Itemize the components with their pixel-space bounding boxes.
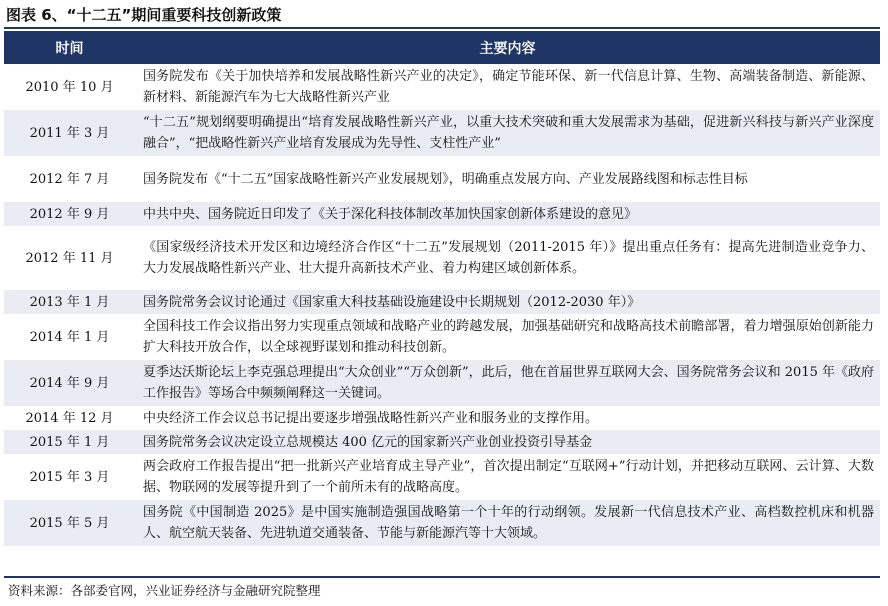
row-content: 国务院常务会议决定设立总规模达 400 亿元的国家新兴产业创业投资引导基金	[135, 430, 880, 454]
table-row	[4, 406, 880, 430]
row-content: 夏季达沃斯论坛上李克强总理提出“大众创业”“万众创新”，此后，他在首届世界互联网大会、国务院常务会议和 2015 年《政府工作报告》等场合中频频阐释这一关键词。	[135, 360, 880, 406]
row-time: 2012 年 9 月	[4, 202, 135, 226]
row-content: 国务院发布《“十二五”国家战略性新兴产业发展规划》，明确重点发展方向、产业发展路线图和标志性目标	[135, 156, 880, 202]
row-time: 2010 年 10 月	[4, 64, 135, 110]
header-content: 主要内容	[135, 31, 880, 64]
table-row	[4, 202, 880, 226]
table-row	[4, 430, 880, 454]
table-row	[4, 226, 880, 290]
bottom-rule	[4, 576, 880, 578]
row-time: 2014 年 9 月	[4, 360, 135, 406]
row-time: 2011 年 3 月	[4, 110, 135, 156]
row-time: 2015 年 5 月	[4, 500, 135, 546]
row-time: 2013 年 1 月	[4, 290, 135, 314]
row-time: 2015 年 1 月	[4, 430, 135, 454]
row-time: 2014 年 12 月	[4, 406, 135, 430]
row-content: 两会政府工作报告提出“把一批新兴产业培育成主导产业”，首次提出制定“互联网+”行动计划，并把移动互联网、云计算、大数据、物联网的发展等提升到了一个前所未有的战略高度。	[135, 454, 880, 500]
row-content: 国务院发布《关于加快培养和发展战略性新兴产业的决定》，确定节能环保、新一代信息计算、生物、高端装备制造、新能源、新材料、新能源汽车为七大战略性新兴产业	[135, 64, 880, 110]
row-content: 中共中央、国务院近日印发了《关于深化科技体制改革加快国家创新体系建设的意见》	[135, 202, 880, 226]
header-time: 时间	[4, 31, 135, 64]
table-row	[4, 110, 880, 156]
table-body	[4, 64, 880, 546]
policy-table	[4, 31, 880, 546]
table-row	[4, 500, 880, 546]
table-row	[4, 64, 880, 110]
figure-title: 图表 6、“十二五”期间重要科技创新政策	[6, 6, 282, 24]
table-row	[4, 454, 880, 500]
table-row	[4, 360, 880, 406]
row-content: 国务院常务会议讨论通过《国家重大科技基础设施建设中长期规划（2012-2030 年）》	[135, 290, 880, 314]
row-content: 全国科技工作会议指出努力实现重点领域和战略产业的跨越发展，加强基础研究和战略高技术前瞻部署，着力增强原始创新能力扩大科技开放合作，以全球视野谋划和推动科技创新。	[135, 314, 880, 360]
top-rule	[4, 27, 880, 29]
table-row	[4, 156, 880, 202]
row-content: “十二五”规划纲要明确提出“培育发展战略性新兴产业，以重大技术突破和重大发展需求为基础，促进新兴科技与新兴产业深度融合”，“把战略性新兴产业培育发展成为先导性、支柱性产业”	[135, 110, 880, 156]
row-time: 2014 年 1 月	[4, 314, 135, 360]
table-row	[4, 290, 880, 314]
row-content: 中央经济工作会议总书记提出要逐步增强战略性新兴产业和服务业的支撑作用。	[135, 406, 880, 430]
row-time: 2015 年 3 月	[4, 454, 135, 500]
row-time: 2012 年 7 月	[4, 156, 135, 202]
table-row	[4, 314, 880, 360]
row-time: 2012 年 11 月	[4, 226, 135, 290]
row-content: 《国家级经济技术开发区和边境经济合作区“十二五”发展规划（2011-2015 年）》提出重点任务有：提高先进制造业竞争力、大力发展战略性新兴产业、壮大提升高新技术产业、着力构建区域创新体系。	[135, 226, 880, 290]
row-content: 国务院《中国制造 2025》是中国实施制造强国战略第一个十年的行动纲领。发展新一代信息技术产业、高档数控机床和机器人、航空航天装备、先进轨道交通装备、节能与新能源汽等十大领域。	[135, 500, 880, 546]
table-header-row	[4, 31, 880, 64]
source-note: 资料来源：各部委官网，兴业证券经济与金融研究院整理	[8, 583, 321, 598]
